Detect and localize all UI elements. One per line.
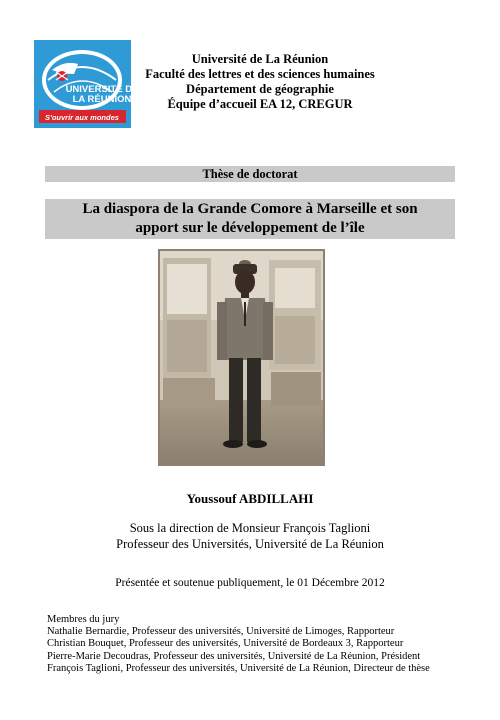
jury-member: François Taglioni, Professeur des universités, Université de La Réunion, Directeur de thèse [47,662,430,674]
university-name: Université de La Réunion [191,52,329,66]
document-type-banner: Thèse de doctorat [45,166,455,182]
university-logo [34,40,139,128]
thesis-title-banner [45,199,455,239]
logo-tagline: S'ouvrir aux mondes [45,113,119,122]
department-name: Département de géographie [186,82,334,96]
globe-logo-icon [34,40,139,128]
portrait-photo-image [159,250,324,465]
jury-block [47,614,430,675]
thesis-title-line1: La diaspora de la Grande Comore à Marseille et son [82,201,418,217]
defense-date: Présentée et soutenue publiquement, le 01 Décembre 2012 [115,577,385,589]
cover-photograph [159,250,324,465]
faculty-name: Faculté des lettres et des sciences humaines [145,67,375,81]
research-team: Équipe d’accueil EA 12, CREGUR [167,97,353,111]
logo-line1: UNIVERSITÉ DE [65,84,139,95]
logo-line2: LA RÉUNION [72,94,132,105]
jury-member: Nathalie Bernardie, Professeur des universités, Université de Limoges, Rapporteur [47,626,395,638]
supervisor-line: Sous la direction de Monsieur François Taglioni [129,521,371,535]
supervision-block [0,520,500,552]
thesis-title-line2: apport sur le développement de l’île [135,220,365,236]
institution-header [140,52,380,112]
supervisor-title-line: Professeur des Universités, Université de La Réunion [116,537,384,551]
jury-heading: Membres du jury [47,614,120,625]
jury-member: Christian Bouquet, Professeur des universités, Université de Bordeaux 3, Rapporteur [47,638,404,650]
jury-member: Pierre-Marie Decoudras, Professeur des universités, Université de La Réunion, Président [47,650,421,662]
author-name: Youssouf ABDILLAHI [186,491,314,506]
